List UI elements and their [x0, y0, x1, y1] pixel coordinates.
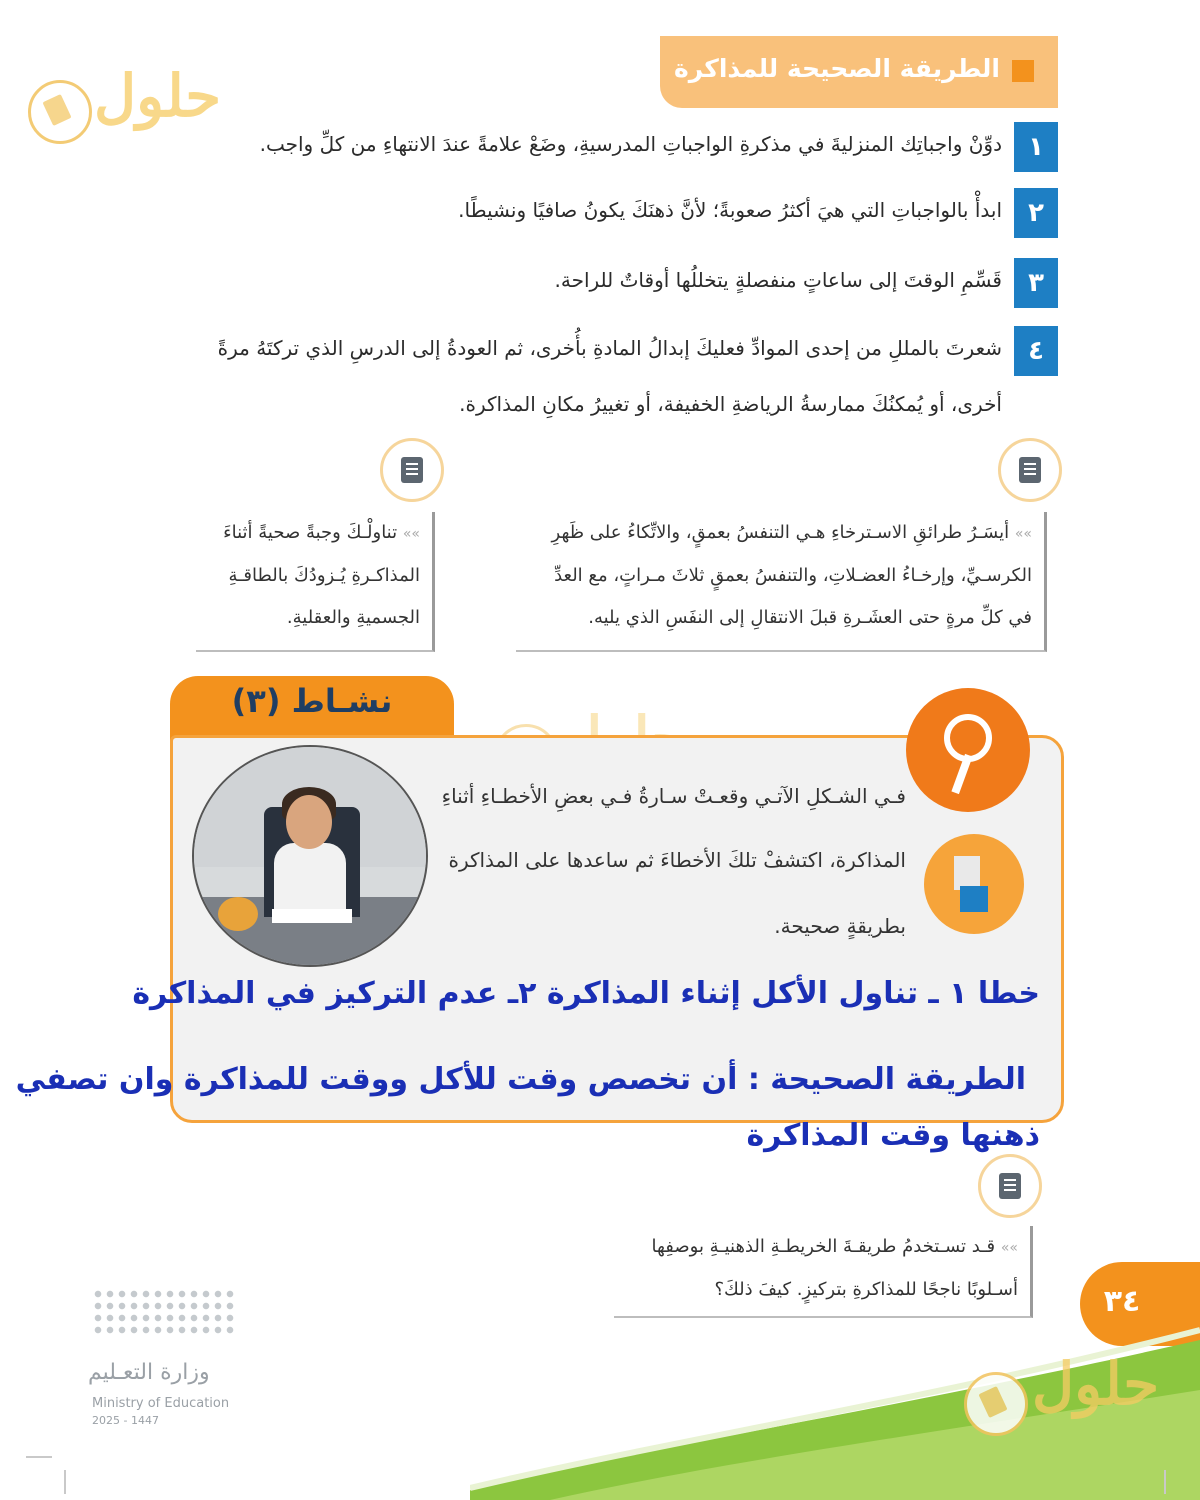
arrows-icon: »»: [1014, 526, 1032, 542]
section-title: الطريقة الصحيحة للمذاكرة: [673, 54, 1000, 83]
note-line: في كلِّ مرةٍ حتى العشَـرةِ قبلَ الانتقالِ إلى النفَسِ الذي يليه.: [588, 607, 1032, 628]
page-number: ٣٤: [1103, 1284, 1141, 1319]
step-number: ٢: [1014, 188, 1058, 238]
activity-title: نشـاط (٣): [231, 682, 393, 720]
crop-mark: [26, 1456, 52, 1458]
note-box-relaxation: [516, 512, 1047, 652]
note-box-meal: [196, 512, 435, 652]
note-line: المذاكـرةِ يُـزودُكَ بالطاقـةِ: [228, 565, 420, 586]
answer-line: ذهنها وقت المذاكرة: [746, 1118, 1040, 1153]
note-line: »» قـد تسـتخدمُ طريقـةَ الخريطـةِ الذهنيـةِ بوصفِها: [651, 1236, 1018, 1257]
note-line: »» أيسَـرُ طرائقِ الاسـترخاءِ هـي التنفسُ بعمقٍ، والاتِّكاءُ على ظَهرِ: [551, 522, 1032, 543]
ministry-name-en: Ministry of Education: [92, 1396, 230, 1411]
student-photo: [192, 745, 428, 967]
step-text: شعرتَ بالمللِ من إحدى الموادِّ فعليكَ إبدالُ المادةِ بأُخرى، ثم العودةُ إلى الدرسِ الذي تركتَهُ مرةً: [217, 336, 1002, 360]
note-line: الكرسـيِّ، وإرخـاءُ العضـلاتِ، والتنفسُ بعمقٍ ثلاثَ مـراتٍ، مع العدِّ: [554, 565, 1032, 586]
note-icon: [978, 1154, 1042, 1218]
arrows-icon: »»: [402, 526, 420, 542]
crop-mark: [64, 1470, 66, 1494]
arrows-icon: »»: [1000, 1240, 1018, 1256]
ministry-name-ar: وزارة التعـليم: [88, 1360, 210, 1385]
activity-text: المذاكرة، اكتشفْ تلكَ الأخطاءَ ثم ساعدها على المذاكرة: [448, 848, 906, 872]
crop-mark: [1164, 1470, 1166, 1494]
ministry-year: 2025 - 1447: [92, 1414, 159, 1427]
header-square-icon: [1012, 60, 1034, 82]
watermark-logo-icon: [964, 1372, 1028, 1436]
watermark-text: حلول: [94, 62, 222, 130]
watermark-text: حلول: [1032, 1350, 1160, 1418]
activity-text: فـي الشـكلِ الآتـي وقعـتْ سـارةُ فـي بعضِ الأخطـاءِ أثناءِ: [441, 784, 906, 808]
step-number: ١: [1014, 122, 1058, 172]
puzzle-icon: [924, 834, 1024, 934]
step-text: ابدأْ بالواجباتِ التي هيَ أكثرُ صعوبةً؛ لأنَّ ذهنَكَ يكونُ صافيًا ونشيطًا.: [458, 198, 1002, 222]
note-icon: [998, 438, 1062, 502]
step-text-continued: أخرى، أو يُمكنُكَ ممارسةُ الرياضةِ الخفيفة، أو تغييرُ مكانِ المذاكرة.: [459, 392, 1002, 416]
note-line: »» تناولْـكَ وجبةً صحيةً أثناءَ: [223, 522, 420, 543]
watermark-logo-icon: [28, 80, 92, 144]
step-number: ٤: [1014, 326, 1058, 376]
note-icon: [380, 438, 444, 502]
step-text: دوِّنْ واجباتِك المنزليةَ في مذكرةِ الواجباتِ المدرسيةِ، وضَعْ علامةً عندَ الانتهاءِ من كلِّ واجب.: [259, 132, 1002, 156]
activity-text: بطريقةٍ صحيحة.: [774, 914, 906, 938]
answer-line: خطا ١ ـ تناول الأكل إثناء المذاكرة ٢ـ عدم التركيز في المذاكرة: [132, 976, 1040, 1011]
step-text: قَسِّمِ الوقتَ إلى ساعاتٍ منفصلةٍ يتخللُها أوقاتٌ للراحة.: [554, 268, 1002, 292]
step-number: ٣: [1014, 258, 1058, 308]
section-header: [660, 36, 1058, 108]
note-line: الجسميةِ والعقليةِ.: [286, 607, 420, 628]
note-line: أسـلوبًا ناجحًا للمذاكرةِ بتركيزٍ. كيفَ ذلكَ؟: [714, 1279, 1018, 1300]
answer-line: الطريقة الصحيحة : أن تخصص وقت للأكل ووقت للمذاكرة وان تصفي: [15, 1062, 1026, 1097]
activity-logo-icon: [906, 688, 1030, 812]
ministry-logo-icon: [92, 1288, 234, 1336]
